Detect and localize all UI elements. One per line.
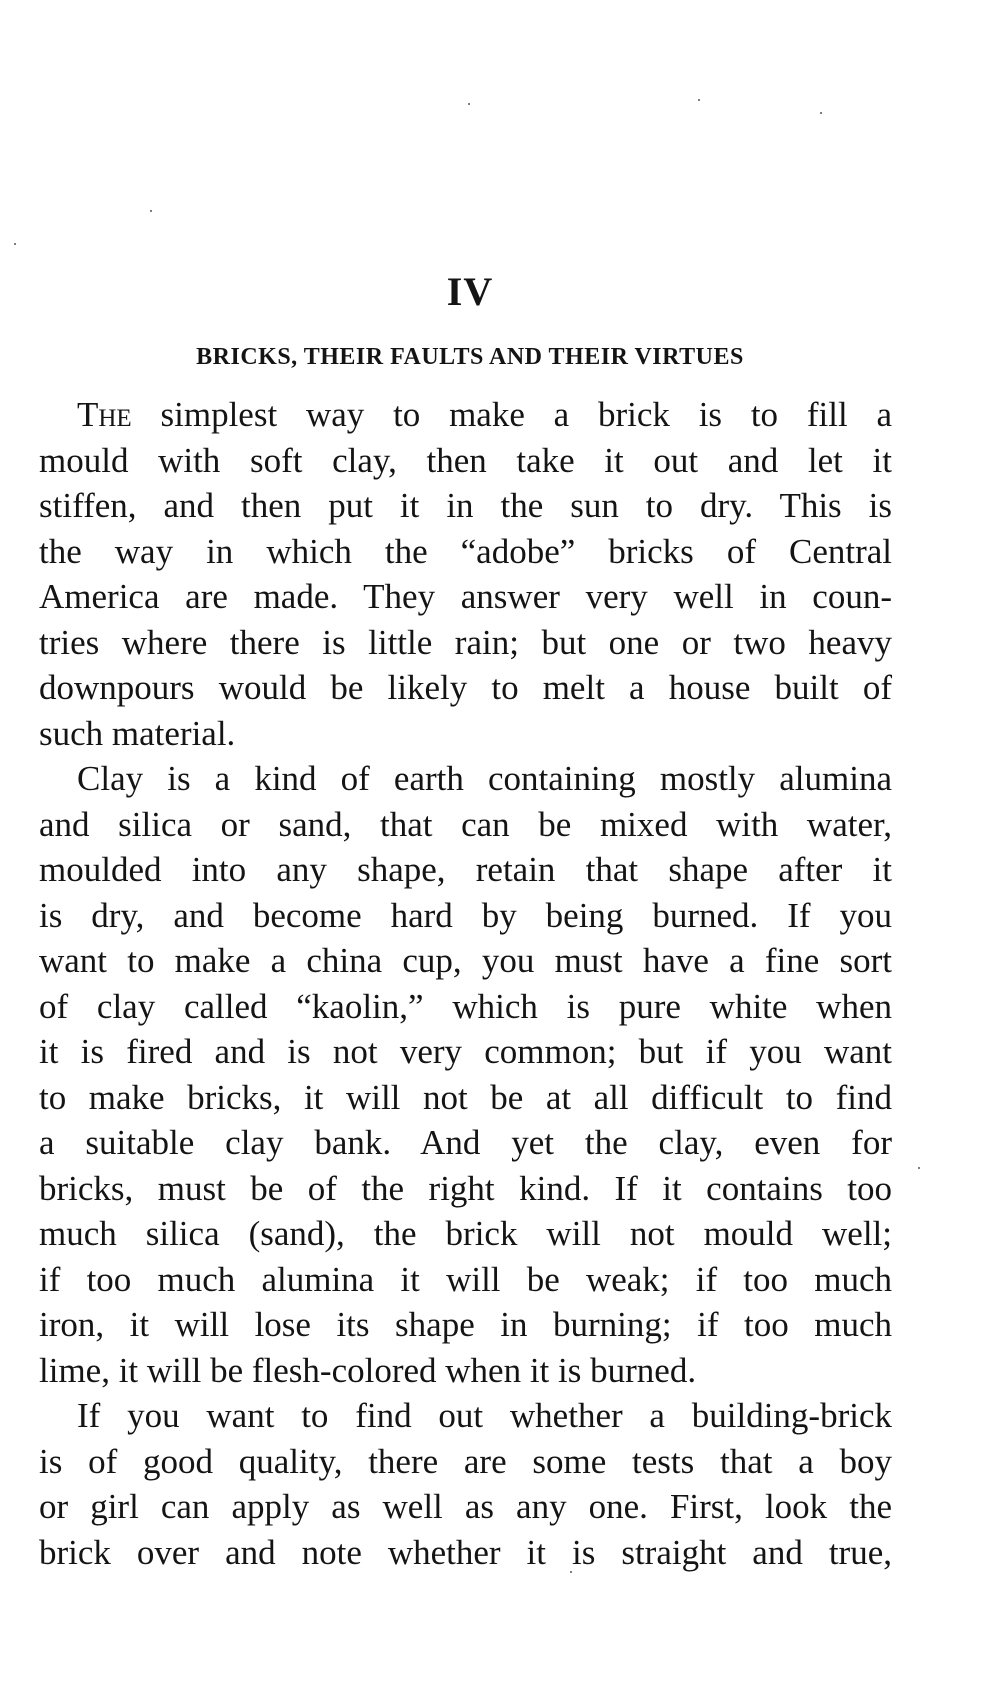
body-text	[39, 392, 892, 1575]
text-line	[39, 392, 892, 438]
text-line: America are made. They answer very well in coun-	[39, 577, 892, 616]
text-line: is dry, and become hard by being burned. If you	[39, 895, 892, 935]
paragraph-2	[39, 756, 892, 1393]
chapter-number: IV	[446, 269, 494, 314]
text-line: the way in which the “adobe” bricks of Central	[39, 531, 892, 571]
text-line: iron, it will lose its shape in burning; if too much	[39, 1305, 892, 1344]
text-line: brick over and note whether it is straight and true,	[39, 1532, 892, 1572]
chapter-title: BRICKS, THEIR FAULTS AND THEIR VIRTUES	[196, 344, 744, 370]
text-line: downpours would be likely to melt a house built of	[39, 668, 892, 707]
print-speck	[698, 99, 700, 101]
print-speck	[468, 103, 470, 105]
text-line: if too much alumina it will be weak; if too much	[39, 1259, 892, 1299]
text-line: much silica (sand), the brick will not mould well;	[39, 1214, 892, 1253]
text-line: stiffen, and then put it in the sun to dry. This is	[39, 486, 892, 525]
text-line: tries where there is little rain; but one or two heavy	[39, 622, 892, 662]
text-line: moulded into any shape, retain that shape after it	[39, 850, 892, 889]
text-line-content: simplest way to make a brick is to fill a	[131, 395, 892, 434]
text-line: is of good quality, there are some tests that a boy	[39, 1441, 892, 1481]
text-line: and silica or sand, that can be mixed with water,	[39, 804, 892, 844]
text-line: lime, it will be flesh-colored when it is burned.	[39, 1350, 697, 1390]
paragraph-3	[39, 1393, 892, 1575]
text-line: or girl can apply as well as any one. First, look the	[39, 1487, 892, 1526]
text-line: If you want to find out whether a building-brick	[77, 1396, 892, 1435]
text-line: of clay called “kaolin,” which is pure white when	[39, 986, 892, 1026]
print-speck	[150, 210, 152, 212]
text-line: want to make a china cup, you must have a fine sort	[39, 941, 892, 980]
paragraph-1	[39, 392, 892, 756]
text-line: to make bricks, it will not be at all difficult to find	[39, 1077, 892, 1117]
print-speck	[820, 112, 822, 114]
lead-word: The	[77, 395, 132, 434]
print-speck	[918, 1167, 920, 1169]
text-line: a suitable clay bank. And yet the clay, even for	[39, 1123, 892, 1162]
text-line: it is fired and is not very common; but if you want	[39, 1032, 892, 1071]
print-speck	[14, 243, 16, 245]
text-line: such material.	[39, 713, 236, 753]
text-line: mould with soft clay, then take it out and let it	[39, 440, 892, 480]
text-line: bricks, must be of the right kind. If it contains too	[39, 1168, 892, 1208]
text-line: Clay is a kind of earth containing mostly alumina	[77, 759, 892, 798]
